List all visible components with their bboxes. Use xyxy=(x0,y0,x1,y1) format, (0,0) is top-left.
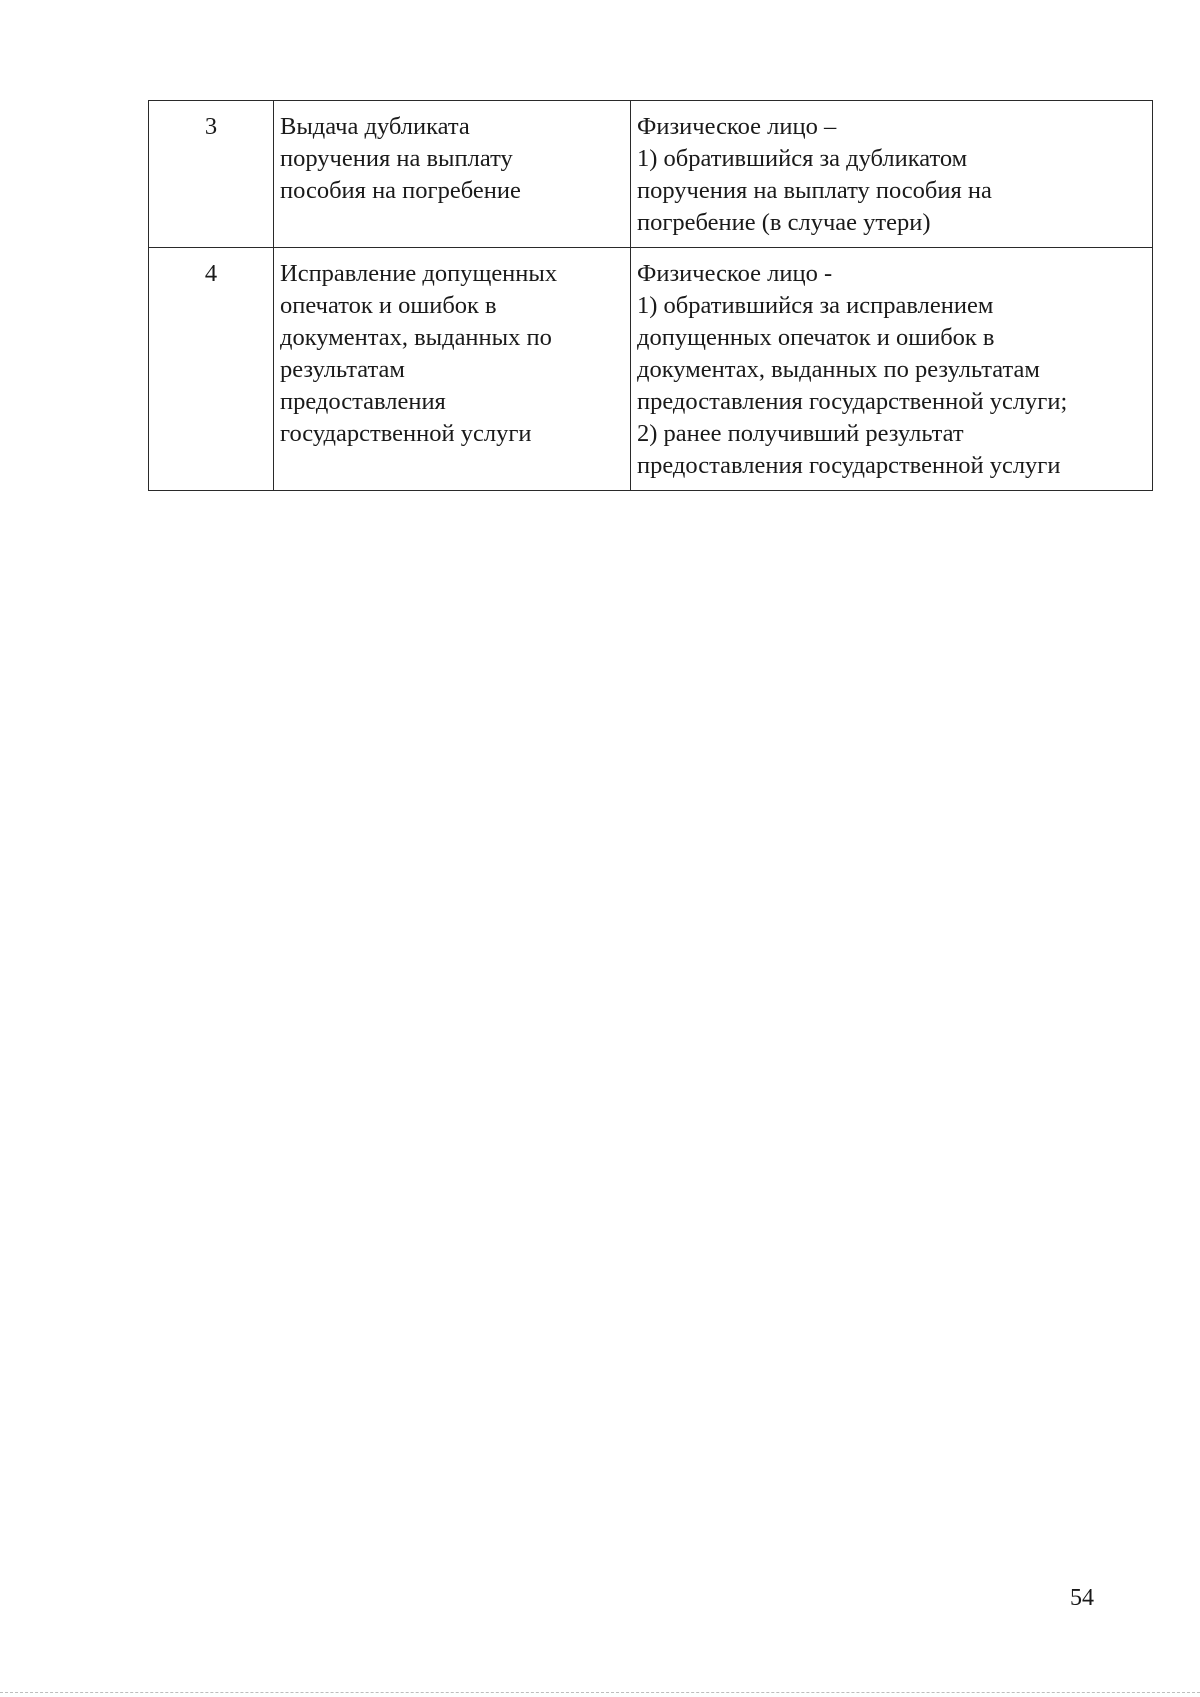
scan-edge-line xyxy=(0,1692,1200,1693)
applicant-text-line: допущенных опечаток и ошибок в xyxy=(637,324,995,351)
applicant-text-line: документах, выданных по результатам xyxy=(637,356,1040,383)
applicant-text-line: предоставления государственной услуги; xyxy=(637,388,1068,415)
service-text-line: поручения на выплату xyxy=(280,145,513,172)
service-text-line: пособия на погребение xyxy=(280,177,521,204)
row-number: 4 xyxy=(204,260,218,287)
applicant-cell xyxy=(631,101,1153,248)
service-cell xyxy=(274,101,631,248)
applicant-text-line: погребение (в случае утери) xyxy=(637,209,931,236)
services-table xyxy=(148,100,1153,491)
table-row xyxy=(149,101,1153,248)
service-text-line: Выдача дубликата xyxy=(280,113,470,140)
row-number: 3 xyxy=(204,113,218,140)
service-text-line: документах, выданных по xyxy=(280,324,552,351)
applicant-text-line: предоставления государственной услуги xyxy=(637,452,1061,479)
page-number: 54 xyxy=(1070,1585,1094,1611)
applicant-text-line: 2) ранее получивший результат xyxy=(637,420,964,447)
applicant-text-line: Физическое лицо - xyxy=(637,260,833,287)
applicant-text-line: 1) обратившийся за дубликатом xyxy=(637,145,968,172)
row-number-cell xyxy=(149,248,274,491)
row-number-cell xyxy=(149,101,274,248)
service-text-line: государственной услуги xyxy=(280,420,532,447)
service-text-line: результатам xyxy=(280,356,405,383)
applicant-text-line: Физическое лицо – xyxy=(637,113,837,140)
table-row xyxy=(149,248,1153,491)
service-cell xyxy=(274,248,631,491)
service-text-line: Исправление допущенных xyxy=(280,260,558,287)
applicant-text-line: поручения на выплату пособия на xyxy=(637,177,992,204)
applicant-text-line: 1) обратившийся за исправлением xyxy=(637,292,994,319)
applicant-cell xyxy=(631,248,1153,491)
service-text-line: опечаток и ошибок в xyxy=(280,292,497,319)
service-text-line: предоставления xyxy=(280,388,446,415)
